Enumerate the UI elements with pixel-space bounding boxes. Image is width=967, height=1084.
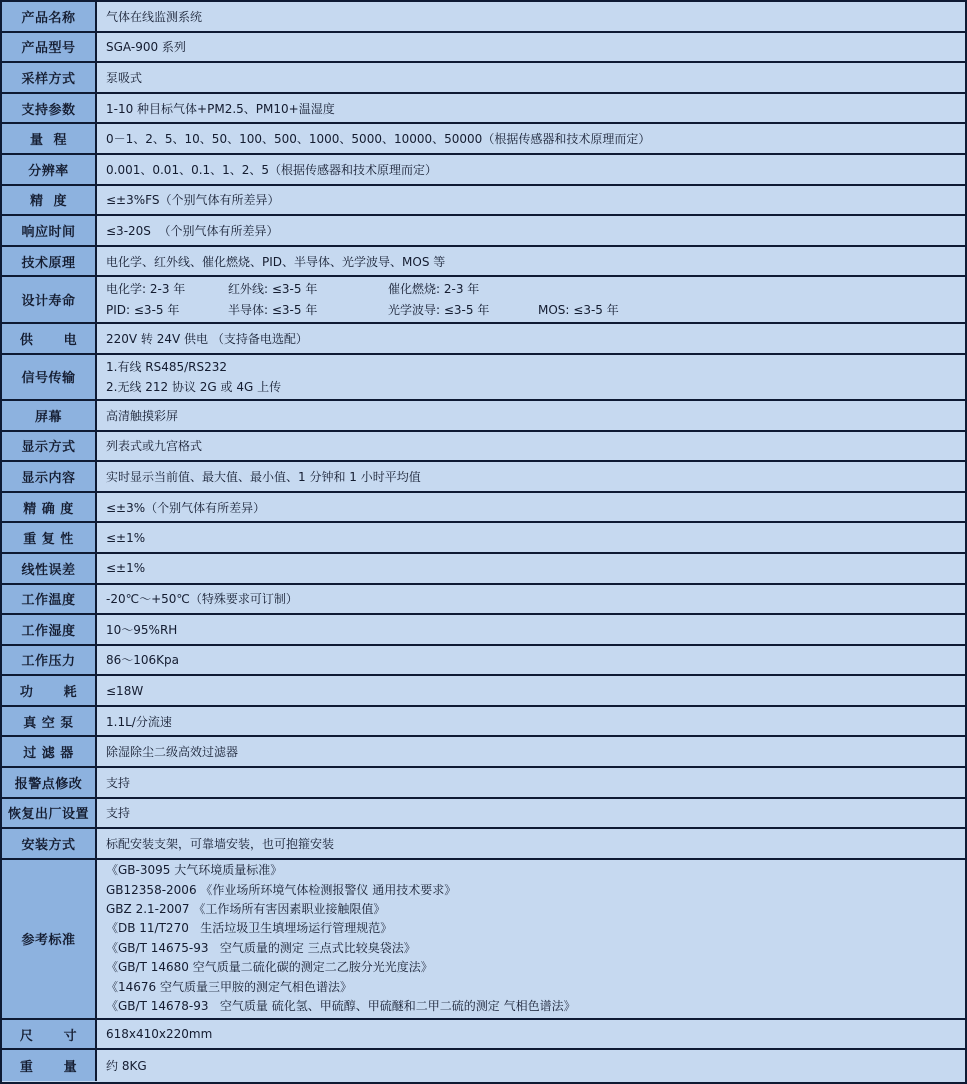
spec-label: 真 空 泵 xyxy=(2,707,97,736)
spec-value: ≤18W xyxy=(97,676,965,705)
spec-value: 列表式或九宫格式 xyxy=(97,432,965,461)
spec-label: 产品名称 xyxy=(2,2,97,31)
reference-standard-item: 《GB/T 14680 空气质量二硫化碳的测定二乙胺分光光度法》 xyxy=(106,960,433,975)
spec-label: 采样方式 xyxy=(2,63,97,92)
row-signal-transmission xyxy=(2,355,965,401)
spec-value: 电化学、红外线、催化燃烧、PID、半导体、光学波导、MOS 等 xyxy=(97,247,965,276)
spec-label: 工作压力 xyxy=(2,646,97,675)
reference-standard-item: 《GB/T 14678-93 空气质量 硫化氢、甲硫醇、甲硫醚和二甲二硫的测定 气相色谱法》 xyxy=(106,999,576,1014)
row-accuracy-fs xyxy=(2,186,965,217)
spec-label: 重 量 xyxy=(2,1050,97,1081)
row-filter xyxy=(2,737,965,768)
row-vacuum-pump xyxy=(2,707,965,738)
row-operating-temperature xyxy=(2,585,965,616)
row-display-mode xyxy=(2,432,965,463)
reference-standard-item: 《DB 11/T270 生活垃圾卫生填埋场运行管理规范》 xyxy=(106,921,393,936)
spec-value xyxy=(97,355,965,399)
spec-value: 0－1、2、5、10、50、100、500、1000、5000、10000、50000（根据传感器和技术原理而定） xyxy=(97,124,965,153)
spec-label: 显示方式 xyxy=(2,432,97,461)
row-product-name xyxy=(2,2,965,33)
spec-label: 响应时间 xyxy=(2,216,97,245)
spec-value: 泵吸式 xyxy=(97,63,965,92)
spec-value: 实时显示当前值、最大值、最小值、1 分钟和 1 小时平均值 xyxy=(97,462,965,491)
spec-label: 参考标准 xyxy=(2,860,97,1018)
spec-value: 除湿除尘二级高效过滤器 xyxy=(97,737,965,766)
spec-label: 产品型号 xyxy=(2,33,97,62)
spec-value: -20℃～+50℃（特殊要求可订制） xyxy=(97,585,965,614)
spec-label: 功 耗 xyxy=(2,676,97,705)
spec-label: 供 电 xyxy=(2,324,97,353)
reference-standard-item: 《GB/T 14675-93 空气质量的测定 三点式比较臭袋法》 xyxy=(106,940,416,955)
row-power-supply xyxy=(2,324,965,355)
row-alarm-point-edit xyxy=(2,768,965,799)
row-resolution xyxy=(2,155,965,186)
design-life-catalytic: 催化燃烧: 2-3 年 xyxy=(388,281,480,296)
row-operating-pressure xyxy=(2,646,965,677)
row-technology-principle xyxy=(2,247,965,278)
reference-standard-item: GB12358-2006 《作业场所环境气体检测报警仪 通用技术要求》 xyxy=(106,882,457,897)
row-weight xyxy=(2,1050,965,1081)
spec-label: 安装方式 xyxy=(2,829,97,858)
row-supported-parameters xyxy=(2,94,965,125)
spec-label: 精 确 度 xyxy=(2,493,97,522)
spec-label: 线性误差 xyxy=(2,554,97,583)
design-life-line-2 xyxy=(106,300,619,321)
spec-value: ≤±3%（个别气体有所差异） xyxy=(97,493,965,522)
spec-value: ≤3-20S （个别气体有所差异） xyxy=(97,216,965,245)
spec-value: ≤±3%FS（个别气体有所差异） xyxy=(97,186,965,215)
spec-value: 支持 xyxy=(97,799,965,828)
row-power-consumption xyxy=(2,676,965,707)
spec-label: 量 程 xyxy=(2,124,97,153)
design-life-mos: MOS: ≤3-5 年 xyxy=(538,302,619,317)
row-reference-standards xyxy=(2,860,965,1020)
reference-standard-item: 《GB-3095 大气环境质量标准》 xyxy=(106,863,283,878)
spec-value: 约 8KG xyxy=(97,1050,965,1081)
row-response-time xyxy=(2,216,965,247)
spec-value: ≤±1% xyxy=(97,523,965,552)
reference-standard-item: GBZ 2.1-2007 《工作场所有害因素职业接触限值》 xyxy=(106,902,386,917)
row-sampling-method xyxy=(2,63,965,94)
spec-value: ≤±1% xyxy=(97,554,965,583)
spec-label: 过 滤 器 xyxy=(2,737,97,766)
spec-label: 设计寿命 xyxy=(2,277,97,322)
spec-value: SGA-900 系列 xyxy=(97,33,965,62)
design-life-pid: PID: ≤3-5 年 xyxy=(106,302,180,317)
spec-label: 信号传输 xyxy=(2,355,97,399)
spec-label: 显示内容 xyxy=(2,462,97,491)
spec-value: 高清触摸彩屏 xyxy=(97,401,965,430)
spec-value: 标配安装支架，可靠墙安装，也可抱箍安装 xyxy=(97,829,965,858)
spec-value: 气体在线监测系统 xyxy=(97,2,965,31)
spec-label: 报警点修改 xyxy=(2,768,97,797)
row-dimensions xyxy=(2,1020,965,1051)
signal-line-wired: 1.有线 RS485/RS232 xyxy=(106,359,228,374)
row-precision xyxy=(2,493,965,524)
row-linearity-error xyxy=(2,554,965,585)
spec-label: 支持参数 xyxy=(2,94,97,123)
row-design-life xyxy=(2,277,965,324)
spec-value: 1-10 种目标气体+PM2.5、PM10+温湿度 xyxy=(97,94,965,123)
spec-value: 10～95%RH xyxy=(97,615,965,644)
design-life-semiconductor: 半导体: ≤3-5 年 xyxy=(228,302,318,317)
spec-value: 1.1L/分流速 xyxy=(97,707,965,736)
reference-standard-item: 《14676 空气质量三甲胺的测定气相色谱法》 xyxy=(106,979,352,994)
row-display-content xyxy=(2,462,965,493)
signal-line-wireless: 2.无线 212 协议 2G 或 4G 上传 xyxy=(106,379,282,394)
spec-value: 618x410x220mm xyxy=(97,1020,965,1049)
design-life-infrared: 红外线: ≤3-5 年 xyxy=(228,281,318,296)
spec-value: 0.001、0.01、0.1、1、2、5（根据传感器和技术原理而定） xyxy=(97,155,965,184)
spec-label: 精 度 xyxy=(2,186,97,215)
row-operating-humidity xyxy=(2,615,965,646)
design-life-optical-waveguide: 光学波导: ≤3-5 年 xyxy=(388,302,490,317)
spec-label: 工作温度 xyxy=(2,585,97,614)
row-model xyxy=(2,33,965,64)
design-life-line-1 xyxy=(106,279,538,300)
spec-value xyxy=(97,860,965,1018)
row-screen xyxy=(2,401,965,432)
row-factory-reset xyxy=(2,799,965,830)
spec-value: 支持 xyxy=(97,768,965,797)
spec-value: 86～106Kpa xyxy=(97,646,965,675)
row-installation-method xyxy=(2,829,965,860)
spec-label: 重 复 性 xyxy=(2,523,97,552)
spec-label: 恢复出厂设置 xyxy=(2,799,97,828)
row-repeatability xyxy=(2,523,965,554)
spec-label: 工作湿度 xyxy=(2,615,97,644)
spec-label: 技术原理 xyxy=(2,247,97,276)
spec-value: 220V 转 24V 供电 （支持备电选配） xyxy=(97,324,965,353)
row-range xyxy=(2,124,965,155)
design-life-electrochemical: 电化学: 2-3 年 xyxy=(106,281,186,296)
spec-label: 屏幕 xyxy=(2,401,97,430)
spec-label: 尺 寸 xyxy=(2,1020,97,1049)
spec-value xyxy=(97,277,965,322)
spec-label: 分辨率 xyxy=(2,155,97,184)
